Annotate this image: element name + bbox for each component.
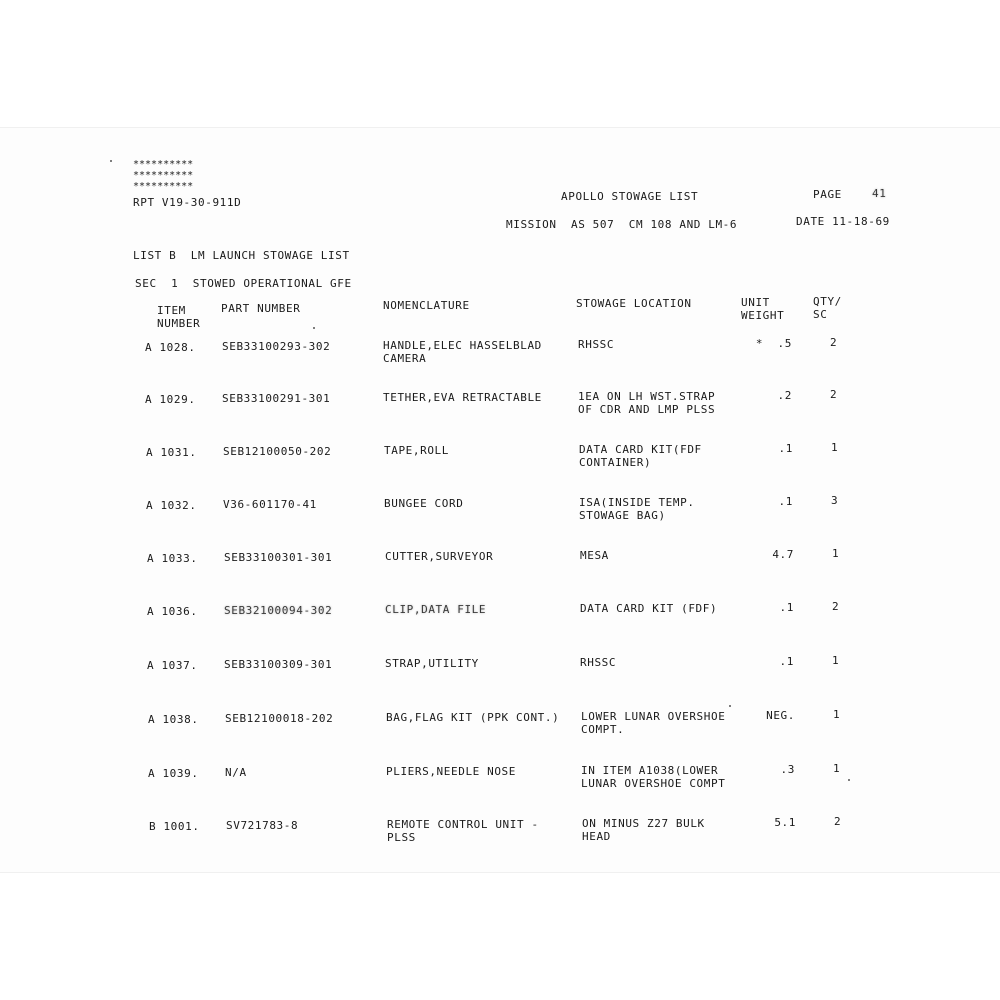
cell-location: RHSSC	[580, 656, 617, 669]
cell-location: ISA(INSIDE TEMP. STOWAGE BAG)	[579, 496, 695, 522]
cell-location: 1EA ON LH WST.STRAP OF CDR AND LMP PLSS	[578, 390, 716, 416]
cell-part: SEB32100094-302	[224, 604, 333, 617]
cell-part: SEB12100018-202	[225, 712, 334, 725]
section-title: SEC 1 STOWED OPERATIONAL GFE	[135, 277, 352, 290]
col-header-weight: UNIT WEIGHT	[741, 296, 785, 322]
cell-qty: 1	[832, 654, 840, 667]
cell-location: DATA CARD KIT(FDF CONTAINER)	[579, 443, 702, 469]
cell-location: DATA CARD KIT (FDF)	[580, 602, 718, 615]
col-header-item: ITEM NUMBER	[157, 304, 201, 330]
cell-nomenclature: STRAP,UTILITY	[385, 657, 479, 670]
speck	[110, 160, 112, 162]
cell-weight: .2	[777, 389, 792, 402]
speck	[729, 705, 731, 707]
col-header-nomenclature: NOMENCLATURE	[383, 299, 470, 312]
cell-qty: 1	[832, 547, 840, 560]
cell-item: A 1037.	[147, 659, 198, 672]
cell-qty: 2	[832, 600, 840, 613]
cell-item: A 1029.	[145, 393, 196, 406]
cell-weight: * .5	[755, 337, 792, 350]
cell-nomenclature: CUTTER,SURVEYOR	[385, 550, 494, 563]
page-label: PAGE	[813, 188, 842, 201]
cell-nomenclature: TAPE,ROLL	[384, 444, 450, 457]
cell-location: RHSSC	[578, 338, 615, 351]
cell-item: A 1032.	[146, 499, 197, 512]
cell-weight: 4.7	[772, 548, 794, 561]
cell-nomenclature: BUNGEE CORD	[384, 497, 464, 510]
cell-part: SEB33100293-302	[222, 340, 331, 353]
cell-item: A 1036.	[147, 605, 198, 618]
cell-nomenclature: CLIP,DATA FILE	[385, 603, 487, 616]
report-date: DATE 11-18-69	[796, 215, 890, 228]
cell-item: A 1028.	[145, 341, 196, 354]
cell-qty: 1	[833, 762, 841, 775]
cell-nomenclature: PLIERS,NEEDLE NOSE	[386, 765, 517, 778]
stars-line: **********	[133, 159, 194, 170]
cell-weight: .1	[779, 655, 794, 668]
stars-line: **********	[133, 181, 194, 192]
cell-part: V36-601170-41	[223, 498, 317, 511]
cell-nomenclature: TETHER,EVA RETRACTABLE	[383, 391, 542, 404]
cell-weight: NEG.	[766, 709, 795, 722]
cell-item: A 1033.	[147, 552, 198, 565]
cell-part: SEB33100291-301	[222, 392, 331, 405]
cell-qty: 3	[831, 494, 839, 507]
cell-part: SEB33100309-301	[224, 658, 333, 671]
mission-line: MISSION AS 507 CM 108 AND LM-6	[506, 218, 738, 231]
cell-weight: 5.1	[774, 816, 796, 829]
cell-location: MESA	[580, 549, 609, 562]
col-header-part: PART NUMBER	[221, 302, 301, 315]
cell-item: A 1031.	[146, 446, 197, 459]
cell-nomenclature: HANDLE,ELEC HASSELBLAD CAMERA	[383, 339, 542, 365]
col-header-location: STOWAGE LOCATION	[576, 297, 692, 310]
cell-part: SEB12100050-202	[223, 445, 332, 458]
cell-location: IN ITEM A1038(LOWER LUNAR OVERSHOE COMPT	[581, 764, 726, 790]
page-number: 41	[872, 187, 887, 200]
cell-weight: .1	[778, 495, 793, 508]
cell-item: A 1038.	[148, 713, 199, 726]
cell-part: SEB33100301-301	[224, 551, 333, 564]
speck	[313, 327, 315, 329]
cell-location: LOWER LUNAR OVERSHOE COMPT.	[581, 710, 726, 736]
list-title: LIST B LM LAUNCH STOWAGE LIST	[133, 249, 350, 262]
cell-nomenclature: REMOTE CONTROL UNIT - PLSS	[387, 818, 539, 844]
col-header-qty: QTY/ SC	[813, 295, 842, 321]
report-id: RPT V19-30-911D	[133, 196, 242, 209]
speck	[848, 779, 850, 781]
cell-qty: 2	[834, 815, 842, 828]
header-stars	[133, 160, 193, 193]
cell-nomenclature: BAG,FLAG KIT (PPK CONT.)	[386, 711, 560, 724]
cell-item: A 1039.	[148, 767, 199, 780]
cell-weight: .3	[780, 763, 795, 776]
cell-qty: 2	[830, 388, 838, 401]
cell-qty: 1	[833, 708, 841, 721]
cell-part: SV721783-8	[226, 819, 299, 832]
cell-part: N/A	[225, 766, 247, 779]
cell-location: ON MINUS Z27 BULK HEAD	[582, 817, 705, 843]
cell-weight: .1	[779, 601, 794, 614]
cell-qty: 2	[830, 336, 838, 349]
cell-weight: .1	[778, 442, 793, 455]
cell-item: B 1001.	[149, 820, 200, 833]
stars-line: **********	[133, 170, 194, 181]
cell-qty: 1	[831, 441, 839, 454]
page-title: APOLLO STOWAGE LIST	[561, 190, 699, 203]
